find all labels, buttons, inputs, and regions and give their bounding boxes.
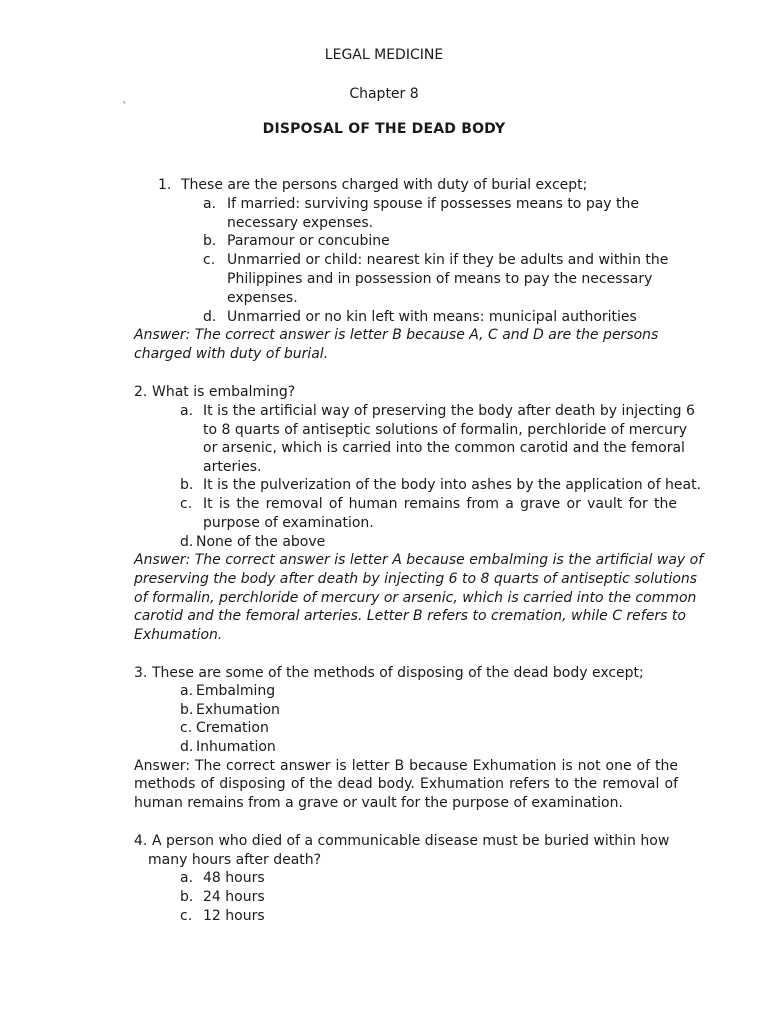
question-text: many hours after death? bbox=[148, 852, 322, 868]
choice-text: Embalming bbox=[196, 683, 276, 699]
choice-letter: b. bbox=[203, 233, 217, 249]
choice-letter: c. bbox=[180, 908, 193, 924]
choice-letter: b. bbox=[180, 702, 194, 718]
answer-text: charged with duty of burial. bbox=[134, 346, 329, 362]
question-text: What is embalming? bbox=[152, 384, 296, 400]
choice-letter: b. bbox=[180, 477, 194, 493]
choice-letter: a. bbox=[180, 683, 194, 699]
choice-text: It is the artificial way of preserving the body after death by injecting 6 bbox=[203, 403, 695, 419]
choice-text: necessary expenses. bbox=[227, 215, 374, 231]
answer-text: methods of disposing of the dead body. Exhumation refers to the removal of bbox=[134, 776, 678, 792]
answer-text: preserving the body after death by injecting 6 to 8 quarts of antiseptic solutions bbox=[134, 571, 698, 587]
choice-text: It is the removal of human remains from a grave or vault for the bbox=[203, 496, 677, 512]
choice-text: It is the pulverization of the body into ashes by the application of heat. bbox=[203, 477, 702, 493]
stray-mark: ` bbox=[122, 100, 128, 113]
question-number: 2. bbox=[134, 384, 148, 400]
answer-text: Answer: The correct answer is letter B because Exhumation is not one of the bbox=[134, 758, 678, 774]
choice-text: Unmarried or no kin left with means: municipal authorities bbox=[227, 309, 637, 325]
question-text: These are some of the methods of disposing of the dead body except; bbox=[152, 665, 644, 681]
answer-text: of formalin, perchloride of mercury or arsenic, which is carried into the common bbox=[134, 590, 697, 606]
answer-text: Answer: The correct answer is letter A because embalming is the artificial way of bbox=[134, 552, 704, 568]
choice-text: expenses. bbox=[227, 290, 298, 306]
choice-text: Unmarried or child: nearest kin if they be adults and within the bbox=[227, 252, 669, 268]
answer-text: Answer: The correct answer is letter B because A, C and D are the persons bbox=[134, 327, 659, 343]
choice-text: Exhumation bbox=[196, 702, 280, 718]
choice-letter: d. bbox=[180, 534, 194, 550]
choice-text: Inhumation bbox=[196, 739, 276, 755]
choice-text: 24 hours bbox=[203, 889, 265, 905]
choice-text: Paramour or concubine bbox=[227, 233, 390, 249]
choice-text: or arsenic, which is carried into the common carotid and the femoral bbox=[203, 440, 685, 456]
answer-text: human remains from a grave or vault for the purpose of examination. bbox=[134, 795, 623, 811]
question-number: 3. bbox=[134, 665, 148, 681]
choice-letter: c. bbox=[180, 720, 193, 736]
choice-text: Philippines and in possession of means to pay the necessary bbox=[227, 271, 653, 287]
choice-letter: c. bbox=[203, 252, 216, 268]
chapter-label: Chapter 8 bbox=[349, 86, 419, 102]
choice-text: to 8 quarts of antiseptic solutions of formalin, perchloride of mercury bbox=[203, 422, 688, 438]
question-number: 4. bbox=[134, 833, 148, 849]
question-text: These are the persons charged with duty of burial except; bbox=[181, 177, 588, 193]
choice-text: If married: surviving spouse if possesses means to pay the bbox=[227, 196, 640, 212]
choice-letter: c. bbox=[180, 496, 193, 512]
answer-text: Exhumation. bbox=[134, 627, 223, 643]
choice-text: 48 hours bbox=[203, 870, 265, 886]
choice-letter: b. bbox=[180, 889, 194, 905]
page-title: DISPOSAL OF THE DEAD BODY bbox=[262, 121, 506, 137]
course-title: LEGAL MEDICINE bbox=[324, 47, 444, 63]
choice-letter: d. bbox=[203, 309, 217, 325]
choice-letter: d. bbox=[180, 739, 194, 755]
answer-text: carotid and the femoral arteries. Letter B refers to cremation, while C refers to bbox=[134, 608, 686, 624]
question-number: 1. bbox=[158, 177, 172, 193]
choice-text: purpose of examination. bbox=[203, 515, 374, 531]
choice-text: 12 hours bbox=[203, 908, 265, 924]
question-text: A person who died of a communicable disease must be buried within how bbox=[152, 833, 670, 849]
choice-letter: a. bbox=[180, 870, 194, 886]
choice-text: arteries. bbox=[203, 459, 262, 475]
choice-text: None of the above bbox=[196, 534, 326, 550]
choice-letter: a. bbox=[203, 196, 217, 212]
choice-text: Cremation bbox=[196, 720, 269, 736]
choice-letter: a. bbox=[180, 403, 194, 419]
